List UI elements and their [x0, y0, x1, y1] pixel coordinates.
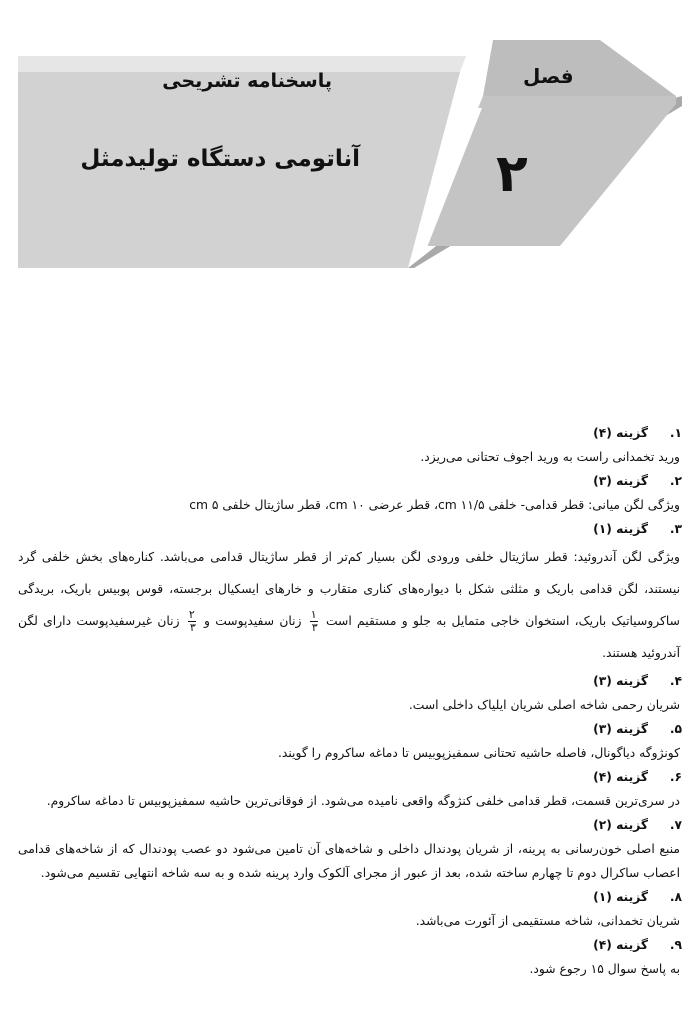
answer-item-7 — [18, 813, 682, 885]
question-number: ۹. — [669, 938, 682, 952]
explanation-part: زنان سفیدپوست و — [204, 614, 302, 628]
answer-item-6 — [18, 765, 682, 813]
answer-option: گزینه (۳) — [593, 474, 648, 488]
chapter-word: فصل — [523, 64, 574, 88]
explanation-text: ورید تخمدانی راست به ورید اجوف تحتانی می‌ریزد. — [420, 450, 680, 464]
question-number: ۷. — [669, 818, 682, 832]
answer-option: گزینه (۴) — [593, 426, 648, 440]
question-number: ۲. — [669, 474, 682, 488]
answer-item-4 — [18, 669, 682, 717]
answer-item-1 — [18, 421, 682, 469]
explanation-text: ویژگی لگن میانی: قطر قدامی- خلفی ۱۱/۵ cm، قطر عرضی ۱۰ cm، قطر ساژیتال خلفی ۵ cm — [189, 498, 680, 512]
answer-option: گزینه (۱) — [593, 890, 648, 904]
chapter-banner — [0, 0, 692, 280]
answer-item-5 — [18, 717, 682, 765]
explanation-text: در سری‌ترین قسمت، قطر قدامی خلفی کنژوگه واقعی نامیده می‌شود. از فوقانی‌ترین حاشیه سمفیزپوبیس تا دماغه ساکروم. — [46, 794, 680, 808]
chapter-number: ۲ — [496, 144, 528, 204]
question-number: ۵. — [669, 722, 682, 736]
answer-item-2 — [18, 469, 682, 517]
banner-graphic — [0, 0, 692, 280]
explanation-text: شریان رحمی شاخه اصلی شریان ایلیاک داخلی است. — [408, 698, 680, 712]
question-number: ۳. — [669, 522, 682, 536]
explanation-part: ویژگی لگن آندروئید: قطر ساژیتال خلفی ورودی لگن بسیار کم‌تر از قطر ساژیتال قدامی می‌باشد. کناره‌های بخش خلفی گرد نیستند، لگن قدامی باریک و مثلثی شکل با دیواره‌های کناری متقارب و خارهای ایسکیال برجسته، قوس پوبیس باریک، بریدگی ساکروسیاتیک باریک، استخوان خاجی متمایل به جلو و مستقیم است — [18, 550, 680, 628]
answer-list — [18, 421, 682, 981]
question-number: ۶. — [669, 770, 682, 784]
explanation-text: کونژوگه دیاگونال، فاصله حاشیه تحتانی سمفیزپوبیس تا دماغه ساکروم را گویند. — [277, 746, 680, 760]
question-number: ۴. — [669, 674, 682, 688]
answer-option: گزینه (۱) — [593, 522, 648, 536]
answer-option: گزینه (۳) — [593, 722, 648, 736]
answer-item-8 — [18, 885, 682, 933]
answer-item-3 — [18, 517, 682, 669]
answer-option: گزینه (۴) — [593, 938, 648, 952]
chapter-title: آناتومی دستگاه تولیدمثل — [80, 146, 360, 172]
answer-option: گزینه (۴) — [593, 770, 648, 784]
question-number: ۱. — [669, 426, 682, 440]
answer-option: گزینه (۳) — [593, 674, 648, 688]
fraction-one-third: $\frac{۱}{۳}$ — [310, 608, 318, 634]
explanation-text: شریان تخمدانی، شاخه مستقیمی از آئورت می‌باشد. — [415, 914, 680, 928]
fraction-two-thirds: $\frac{۲}{۳}$ — [188, 608, 196, 634]
banner-subtitle: پاسخنامه تشریحی — [162, 70, 332, 92]
answer-item-9 — [18, 933, 682, 981]
explanation-text — [18, 541, 680, 669]
explanation-text: به پاسخ سوال ۱۵ رجوع شود. — [529, 962, 680, 976]
explanation-part: زنان غیرسفیدپوست دارای لگن آندروئید هستند. — [18, 614, 680, 660]
question-number: ۸. — [669, 890, 682, 904]
answer-option: گزینه (۲) — [593, 818, 648, 832]
explanation-text: منبع اصلی خون‌رسانی به پرینه، از شریان پودندال داخلی و شاخه‌های آن تامین می‌شود دو عصب پودندال که از شاخه‌های قدامی اعصاب ساکرال دوم تا چهارم ساخته شده، بعد از عبور از مجرای آلکوک وارد پرینه شده و به سه شاخه انتهایی تقسیم می‌شود. — [18, 842, 680, 880]
